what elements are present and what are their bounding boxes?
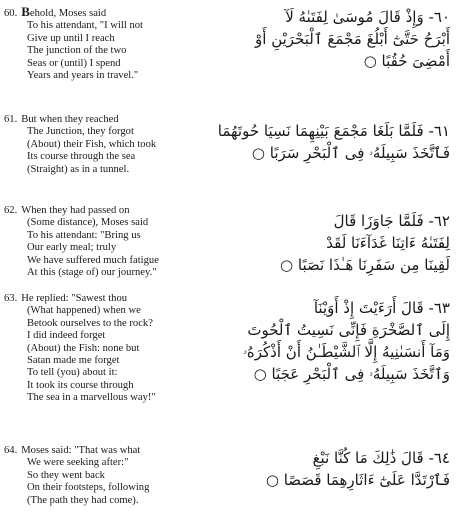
arabic-line: وَٱتَّخَذَ سَبِيلَهُۥ فِى ٱلْبَحْرِ عَجَبًا ○ bbox=[253, 365, 450, 383]
verse-line: Its course through the sea bbox=[27, 151, 136, 163]
verse-line: (About) the Fish: none but bbox=[27, 342, 140, 354]
verse-line: (Straight) as in a tunnel. bbox=[27, 163, 130, 175]
verse-number: 61. bbox=[4, 114, 18, 125]
verse-62-arabic bbox=[236, 210, 450, 276]
verse-line: We have suffered much fatigue bbox=[27, 254, 159, 266]
verse-first-line: Moses said: "That was what bbox=[21, 445, 141, 456]
verse-61-arabic bbox=[217, 120, 450, 164]
verse-line: Satan made me forget bbox=[27, 355, 120, 367]
arabic-line: لِفَتَىٰهُ ءَاتِنَا غَدَآءَنَا لَقَدْ bbox=[326, 234, 450, 252]
verse-line: (What happened) when we bbox=[27, 305, 141, 317]
arabic-line: ٦٣- قَالَ أَرَءَيْتَ إِذْ أَوَيْنَآ bbox=[313, 299, 450, 317]
arabic-line: أَمْضِىَ حُقُبًا ○ bbox=[363, 52, 450, 70]
verse-number: 63. bbox=[4, 293, 18, 304]
verse-63-arabic bbox=[236, 297, 450, 385]
verse-line bbox=[4, 445, 220, 457]
verse-line: Betook ourselves to the rock? bbox=[27, 317, 153, 329]
verse-line: (About) their Fish, which took bbox=[27, 138, 157, 150]
arabic-line: لَقِينَا مِن سَفَرِنَا هَـٰذَا نَصَبًا ○ bbox=[280, 256, 450, 274]
verse-line: Years and years in travel." bbox=[27, 70, 139, 82]
verse-63-english bbox=[4, 293, 220, 405]
verse-line: To his attendant, "I will not bbox=[27, 20, 143, 32]
verse-60-arabic bbox=[236, 6, 450, 72]
verse-first-line: But when they reached bbox=[21, 114, 119, 125]
verse-first-line: ehold, Moses said bbox=[29, 8, 107, 19]
verse-line: I did indeed forget bbox=[27, 330, 106, 342]
verse-line: The sea in a marvellous way!" bbox=[27, 392, 156, 404]
arabic-line: إِلَى ٱلصَّخْرَةِ فَإِنِّى نَسِيتُ ٱلْحُوتَ bbox=[247, 321, 450, 339]
verse-60-english bbox=[4, 6, 220, 82]
verse-line: (Some distance), Moses said bbox=[27, 217, 149, 229]
verse-line: Give up until I reach bbox=[27, 32, 115, 44]
verse-line bbox=[4, 114, 220, 126]
arabic-line: أَبْرَحُ حَتَّىٰٓ أَبْلُغَ مَجْمَعَ ٱلْبَحْرَيْنِ أَوْ bbox=[255, 30, 450, 48]
verse-line: At this (stage of) our journey." bbox=[27, 267, 157, 279]
verse-line: Our early meal; truly bbox=[27, 242, 117, 254]
arabic-line: ٦٤- قَالَ ذَٰلِكَ مَا كُنَّا نَبْغِ bbox=[312, 449, 450, 467]
verse-62-english bbox=[4, 205, 220, 279]
verse-line bbox=[4, 205, 220, 217]
verse-line bbox=[4, 6, 220, 20]
verse-line: To tell (you) about it: bbox=[27, 367, 118, 379]
verse-first-line: He replied: "Sawest thou bbox=[21, 293, 128, 304]
verse-line: So they went back bbox=[27, 469, 105, 481]
arabic-line: فَٱرْتَدَّا عَلَىٰٓ ءَاثَارِهِمَا قَصَصًا ○ bbox=[265, 471, 450, 489]
verse-61-english bbox=[4, 114, 220, 176]
verse-number: 60. bbox=[4, 8, 18, 19]
arabic-line: وَمَآ أَنسَىٰنِيهُ إِلَّا ٱلشَّيْطَـٰنُ أَنْ أَذْكُرَهُۥ bbox=[243, 343, 450, 361]
arabic-line: ٦٢- فَلَمَّا جَاوَزَا قَالَ bbox=[333, 212, 450, 230]
verse-first-line: When they had passed on bbox=[21, 205, 130, 216]
drop-cap: B bbox=[21, 4, 30, 19]
verse-line: It took its course through bbox=[27, 379, 134, 391]
verse-line: We were seeking after:" bbox=[27, 457, 129, 469]
verse-line: The Junction, they forgot bbox=[27, 126, 134, 138]
verse-line: The junction of the two bbox=[27, 45, 127, 57]
verse-number: 62. bbox=[4, 205, 18, 216]
verse-line: Seas or (until) I spend bbox=[27, 57, 121, 69]
verse-number: 64. bbox=[4, 445, 18, 456]
verse-line: On their footsteps, following bbox=[27, 482, 150, 494]
arabic-line: ٦٠- وَإِذْ قَالَ مُوسَىٰ لِفَتَىٰهُ لَآ bbox=[285, 8, 450, 26]
verse-line: To his attendant: "Bring us bbox=[27, 229, 141, 241]
arabic-line: ٦١- فَلَمَّا بَلَغَا مَجْمَعَ بَيْنِهِمَا نَسِيَا حُوتَهُمَا bbox=[217, 122, 450, 140]
verse-64-arabic bbox=[236, 447, 450, 491]
verse-line: (The path they had come). bbox=[27, 494, 139, 506]
arabic-line: فَٱتَّخَذَ سَبِيلَهُۥ فِى ٱلْبَحْرِ سَرَبًا ○ bbox=[251, 144, 450, 162]
verse-64-english bbox=[4, 445, 220, 507]
verse-line bbox=[4, 293, 220, 305]
